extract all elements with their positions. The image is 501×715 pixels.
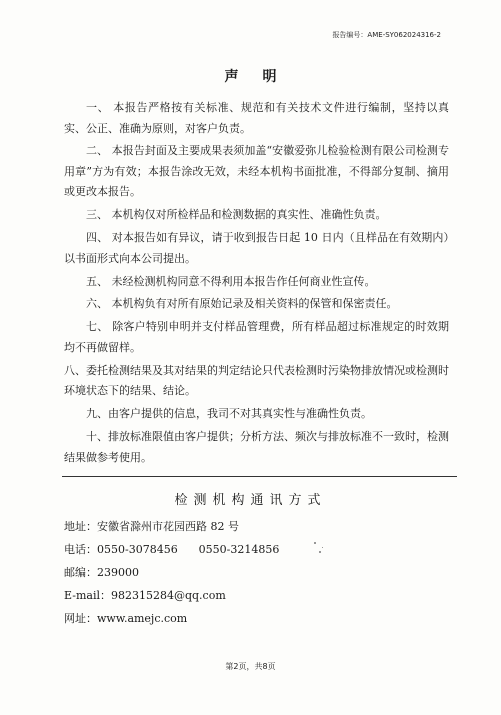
report-number: 报告编号：AME-SY062024316-2 [332,31,441,39]
contact-address: 地址：安徽省滁州市花园西路 82 号 [64,520,239,533]
contact-postcode: 邮编：239000 [64,566,139,579]
scan-speck [314,542,316,544]
clause-2: 二、 本报告封面及主要成果表须加盖“安徽爱弥儿检验检测有限公司检测专用章”方为有效；本报告涂改无效，未经本机构书面批准，不得部分复制、摘用或更改本报告。 [64,144,449,199]
declaration-clauses [64,98,449,470]
contact-title: 检测机构通讯方式 [174,493,327,508]
clause-1: 一、 本报告严格按有关标准、规范和有关技术文件进行编制，坚持以真实、公正、准确为原则，对客户负责。 [64,101,449,135]
clause-4: 四、 对本报告如有异议，请于收到报告日起 10 日内（且样品在有效期内）以书面形式向本公司提出。 [64,231,449,265]
section-divider [62,476,457,477]
page-heading: 声明 [224,69,301,85]
page-footer: 第2页，共8页 [225,662,276,671]
contact-phone: 电话：0550-3078456 0550-3214856 [64,543,280,556]
scan-speck [322,547,323,548]
contact-website: 网址：www.amejc.com [64,612,188,625]
contact-email: E-mail：982315284@qq.com [64,589,226,602]
clause-6: 六、 本机构负有对所有原始记录及相关资料的保管和保密责任。 [86,297,398,311]
clause-3: 三、 本机构仅对所检样品和检测数据的真实性、准确性负责。 [86,208,387,222]
clause-7: 七、 除客户特别申明并支付样品管理费，所有样品超过标准规定的时效期均不再做留样。 [64,320,449,354]
contact-info [64,515,444,630]
clause-10: 十、排放标准限值由客户提供；分析方法、频次与排放标准不一致时，检测结果做参考使用。 [64,430,449,464]
clause-9: 九、由客户提供的信息，我司不对其真实性与准确性负责。 [86,407,372,421]
clause-5: 五、 未经检测机构同意不得利用本报告作任何商业性宣传。 [86,274,376,288]
clause-8: 八、委托检测结果及其对结果的判定结论只代表检测时污染物排放情况或检测时环境状态下的结果、结论。 [64,363,449,398]
scan-speck [319,551,321,553]
